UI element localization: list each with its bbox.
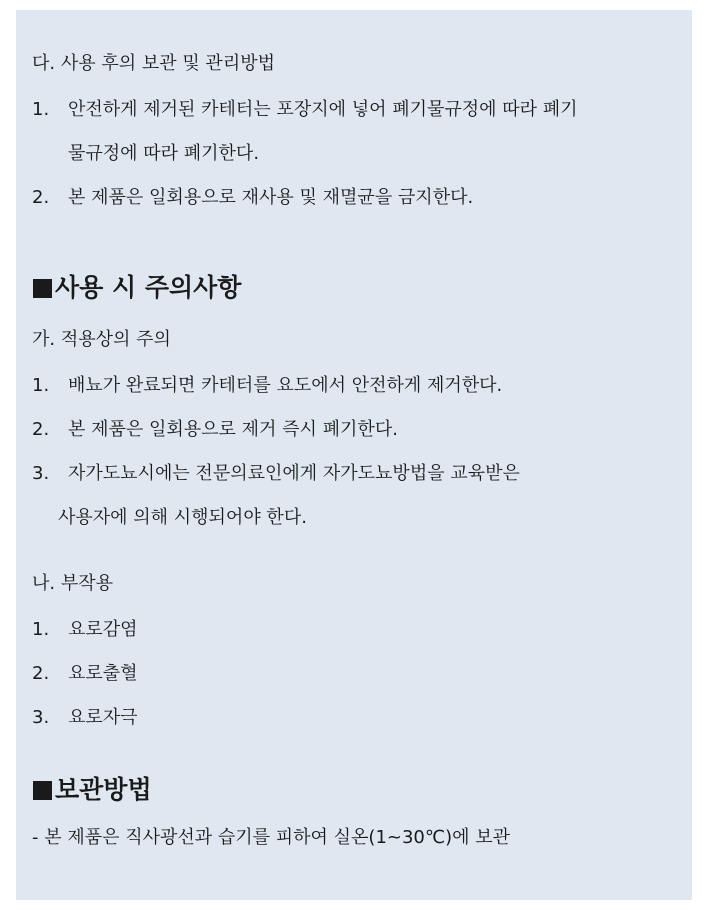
heading-storage-method-label: 보관방법: [55, 775, 152, 804]
list-item: [32, 374, 502, 398]
list-item-text: 요로자극: [68, 707, 138, 728]
list-item-number: 2.: [32, 187, 50, 208]
list-item-number: 1.: [32, 619, 50, 640]
content-panel: [16, 10, 692, 900]
section-title-storage-after-use: 다. 사용 후의 보관 및 관리방법: [32, 53, 275, 74]
black-square-icon: [33, 279, 52, 298]
storage-method-text: - 본 제품은 직사광선과 습기를 피하여 실온(1~30℃)에 보관: [32, 827, 511, 848]
heading-precautions-label: 사용 시 주의사항: [55, 273, 242, 302]
section-title-side-effects: 나. 부작용: [32, 573, 113, 594]
list-item-number: 3.: [32, 463, 50, 484]
list-item-text: 요로감염: [68, 619, 138, 640]
list-item-text: 요로출혈: [68, 663, 138, 684]
list-item-text: 자가도뇨시에는 전문의료인에게 자가도뇨방법을 교육받은: [68, 463, 520, 484]
list-item-number: 3.: [32, 707, 50, 728]
list-item-text: 배뇨가 완료되면 카테터를 요도에서 안전하게 제거한다.: [68, 375, 503, 396]
list-item-continuation: 물규정에 따라 폐기한다.: [68, 143, 260, 164]
black-square-icon: [33, 781, 52, 800]
list-item: [32, 462, 520, 486]
list-item-number: 2.: [32, 663, 50, 684]
list-item-text: 안전하게 제거된 카테터는 포장지에 넣어 폐기물규정에 따라 폐기: [68, 99, 578, 120]
list-item: [32, 706, 138, 730]
list-item-text: 본 제품은 일회용으로 제거 즉시 폐기한다.: [68, 419, 398, 440]
list-item-number: 2.: [32, 419, 50, 440]
list-item-number: 1.: [32, 375, 50, 396]
heading-precautions: [33, 272, 241, 304]
list-item: [32, 98, 578, 122]
list-item-number: 1.: [32, 99, 50, 120]
heading-storage-method: [33, 774, 152, 806]
list-item: [32, 662, 138, 686]
list-item: [32, 186, 473, 210]
section-title-application: 가. 적용상의 주의: [32, 329, 171, 350]
list-item: [32, 618, 138, 642]
list-item-text: 본 제품은 일회용으로 재사용 및 재멸균을 금지한다.: [68, 187, 474, 208]
list-item: [32, 418, 398, 442]
list-item-continuation: 사용자에 의해 시행되어야 한다.: [58, 507, 307, 528]
